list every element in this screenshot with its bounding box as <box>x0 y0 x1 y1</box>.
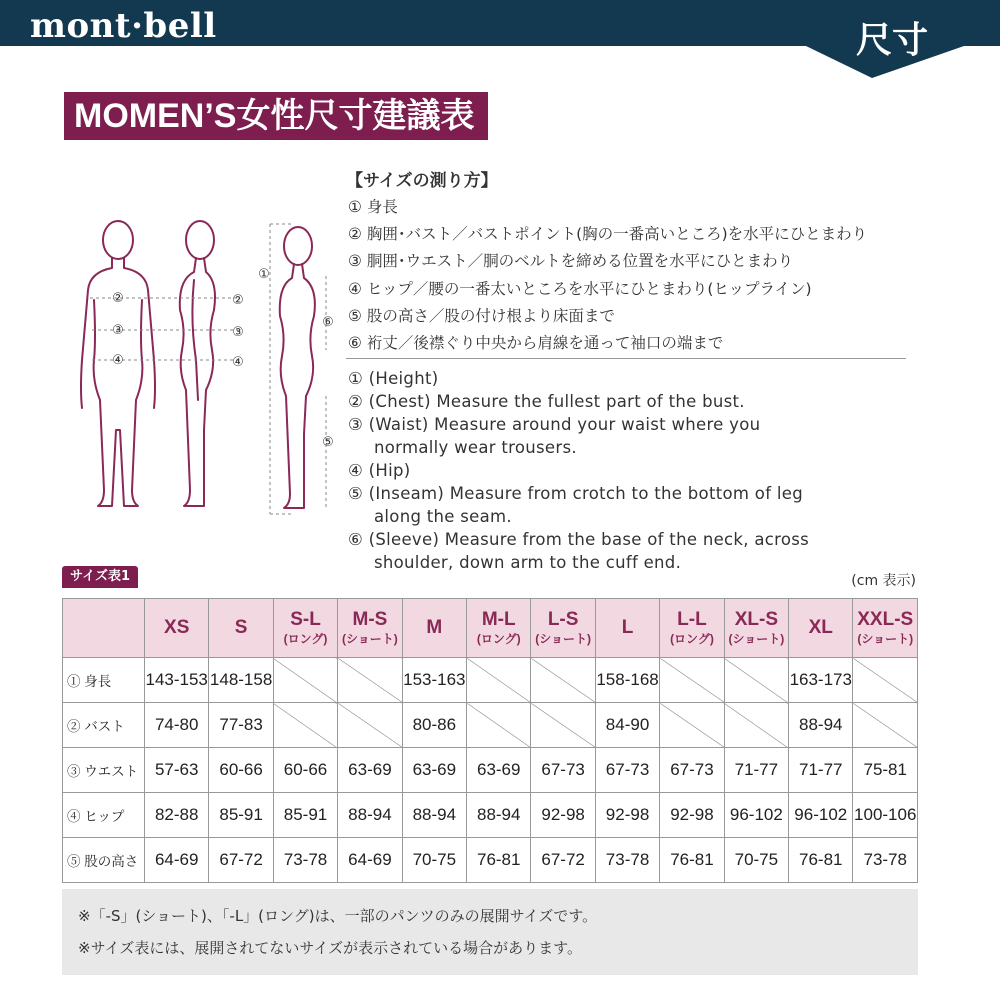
table-cell: 64-69 <box>145 838 209 883</box>
side-figure <box>180 221 215 506</box>
brand-logo: mont·bell <box>30 6 217 46</box>
measure-en-inseam <box>348 482 918 528</box>
note-short-long: ※「-S」(ショート)、「-L」(ロング)は、一部のパンツのみの展開サイズです。 <box>78 907 598 925</box>
table-cell: 84-90 <box>595 703 659 748</box>
measure-en-cont: normally wear trousers. <box>374 438 577 457</box>
table-cell: 82-88 <box>145 793 209 838</box>
empty-cell <box>660 703 724 748</box>
table-cell: 163-173 <box>789 658 853 703</box>
measure-en-waist <box>348 413 918 459</box>
size-column-header <box>789 599 853 658</box>
measure-en-height <box>348 367 918 390</box>
back-marker-sleeve: ⑥ <box>322 315 334 330</box>
size-label: L-L <box>677 609 707 630</box>
size-label: M-L <box>481 609 516 630</box>
page-label: 尺寸 <box>855 20 928 61</box>
table-cell: 75-81 <box>853 748 918 793</box>
page-title: MOMEN’S女性尺寸建議表 <box>64 92 488 140</box>
table-cell: 67-73 <box>531 748 595 793</box>
size-table-badge: サイズ表1 <box>62 566 138 588</box>
corner-cell <box>63 599 145 658</box>
table-cell: 73-78 <box>595 838 659 883</box>
table-cell: 148-158 <box>209 658 273 703</box>
body-measurement-illustration <box>60 190 350 530</box>
measure-en-sleeve <box>348 528 918 574</box>
measure-en-cont: shoulder, down arm to the cuff end. <box>374 553 682 572</box>
notes-box <box>62 889 918 975</box>
table-cell: 73-78 <box>273 838 337 883</box>
table-cell: 67-72 <box>531 838 595 883</box>
table-cell: 96-102 <box>724 793 788 838</box>
table-cell: 153-163 <box>402 658 466 703</box>
size-column-header <box>467 599 531 658</box>
measure-jp-hip: ④ ヒップ／腰の一番太いところを水平にひとまわり(ヒップライン) <box>348 279 812 298</box>
side-marker-bust: ② <box>232 293 244 308</box>
table-cell: 76-81 <box>660 838 724 883</box>
measure-jp-sleeve: ⑥ 裄丈／後襟ぐり中央から肩線を通って袖口の端まで <box>348 334 724 353</box>
empty-cell <box>724 658 788 703</box>
table-row <box>63 748 918 793</box>
measure-en-line: ② (Chest) Measure the fullest part of the bust. <box>348 392 745 411</box>
measure-en-line: ⑤ (Inseam) Measure from crotch to the bottom of leg <box>348 484 803 503</box>
table-cell: 88-94 <box>467 793 531 838</box>
header-band <box>0 0 1000 78</box>
note-availability: ※サイズ表には、展開されてないサイズが表示されている場合があります。 <box>78 939 582 957</box>
table-cell: 158-168 <box>595 658 659 703</box>
size-column-header <box>209 599 273 658</box>
size-label: S-L <box>290 609 321 630</box>
size-column-header <box>273 599 337 658</box>
empty-cell <box>273 703 337 748</box>
empty-cell <box>273 658 337 703</box>
size-column-header <box>145 599 209 658</box>
measure-jp-bust: ② 胸囲･バスト／バストポイント(胸の一番高いところ)を水平にひとまわり <box>348 225 868 244</box>
table-cell: 60-66 <box>209 748 273 793</box>
table-cell: 70-75 <box>402 838 466 883</box>
table-cell: 71-77 <box>724 748 788 793</box>
size-header-row <box>63 599 918 658</box>
size-label: L-S <box>547 609 579 630</box>
measurement-list-jp <box>348 194 918 357</box>
size-sublabel: (ショート) <box>342 632 398 646</box>
table-cell: 67-73 <box>660 748 724 793</box>
measurement-heading: 【サイズの測り方】 <box>346 171 498 191</box>
size-label: XL-S <box>734 609 778 630</box>
back-marker-inseam: ⑤ <box>322 435 334 450</box>
measure-jp-inseam: ⑤ 股の高さ／股の付け根より床面まで <box>348 306 615 325</box>
size-column-header <box>595 599 659 658</box>
table-cell: 92-98 <box>660 793 724 838</box>
size-column-header <box>724 599 788 658</box>
measure-en-line: ① (Height) <box>348 369 439 388</box>
size-sublabel: (ショート) <box>728 632 785 646</box>
measure-en-hip <box>348 459 918 482</box>
table-cell: 71-77 <box>789 748 853 793</box>
size-column-header <box>338 599 402 658</box>
table-row <box>63 703 918 748</box>
empty-cell <box>338 703 402 748</box>
size-label: XS <box>164 617 190 638</box>
size-table-body <box>63 658 918 883</box>
empty-cell <box>660 658 724 703</box>
empty-cell <box>338 658 402 703</box>
empty-cell <box>853 658 918 703</box>
table-cell: 63-69 <box>338 748 402 793</box>
back-marker-height: ① <box>258 267 270 282</box>
side-marker-waist: ③ <box>232 325 244 340</box>
empty-cell <box>531 658 595 703</box>
table-row <box>63 658 918 703</box>
row-label: ② バスト <box>63 703 145 748</box>
table-cell: 57-63 <box>145 748 209 793</box>
measurement-list-en <box>348 367 918 574</box>
measure-jp-waist: ③ 胴囲･ウエスト／胴のベルトを締める位置を水平にひとまわり <box>348 252 794 271</box>
table-cell: 76-81 <box>789 838 853 883</box>
measure-en-line: ⑥ (Sleeve) Measure from the base of the neck, across <box>348 530 810 549</box>
size-label: XXL-S <box>857 609 914 630</box>
empty-cell <box>853 703 918 748</box>
table-cell: 88-94 <box>338 793 402 838</box>
row-label: ① 身長 <box>63 658 145 703</box>
table-cell: 64-69 <box>338 838 402 883</box>
table-cell: 88-94 <box>402 793 466 838</box>
table-cell: 85-91 <box>273 793 337 838</box>
size-label: S <box>234 617 248 638</box>
row-label: ⑤ 股の高さ <box>63 838 145 883</box>
table-cell: 80-86 <box>402 703 466 748</box>
divider <box>346 358 906 359</box>
row-label: ④ ヒップ <box>63 793 145 838</box>
row-label: ③ ウエスト <box>63 748 145 793</box>
table-cell: 63-69 <box>402 748 466 793</box>
table-row <box>63 793 918 838</box>
table-cell: 100-106 <box>853 793 918 838</box>
measure-en-cont: along the seam. <box>374 507 512 526</box>
table-row <box>63 838 918 883</box>
size-table <box>62 598 918 883</box>
measure-en-line: ③ (Waist) Measure around your waist where you <box>348 415 761 434</box>
table-cell: 85-91 <box>209 793 273 838</box>
measure-en-chest <box>348 390 918 413</box>
side-marker-hip: ④ <box>232 355 244 370</box>
front-marker-hip: ④ <box>112 353 124 368</box>
front-marker-bust: ② <box>112 291 124 306</box>
table-cell: 70-75 <box>724 838 788 883</box>
table-cell: 88-94 <box>789 703 853 748</box>
table-cell: 67-73 <box>595 748 659 793</box>
size-column-header <box>853 599 918 658</box>
size-column-header <box>402 599 466 658</box>
table-cell: 96-102 <box>789 793 853 838</box>
measure-jp-height: ① 身長 <box>348 198 398 216</box>
back-figure <box>280 227 315 508</box>
table-cell: 60-66 <box>273 748 337 793</box>
table-cell: 63-69 <box>467 748 531 793</box>
size-label: M <box>426 617 443 638</box>
table-cell: 143-153 <box>145 658 209 703</box>
table-cell: 92-98 <box>595 793 659 838</box>
table-cell: 67-72 <box>209 838 273 883</box>
size-sublabel: (ショート) <box>857 632 914 646</box>
table-cell: 77-83 <box>209 703 273 748</box>
size-sublabel: (ロング) <box>283 632 328 646</box>
empty-cell <box>531 703 595 748</box>
empty-cell <box>467 658 531 703</box>
size-label: XL <box>808 617 833 638</box>
empty-cell <box>724 703 788 748</box>
size-sublabel: (ロング) <box>476 632 521 646</box>
body-figures <box>60 190 350 530</box>
size-sublabel: (ロング) <box>670 632 714 646</box>
size-label: L <box>621 617 634 638</box>
table-cell: 76-81 <box>467 838 531 883</box>
table-cell: 74-80 <box>145 703 209 748</box>
size-label: M-S <box>352 609 388 630</box>
table-cell: 92-98 <box>531 793 595 838</box>
size-column-header <box>660 599 724 658</box>
size-sublabel: (ショート) <box>535 632 592 646</box>
table-cell: 73-78 <box>853 838 918 883</box>
measure-en-line: ④ (Hip) <box>348 461 411 480</box>
empty-cell <box>467 703 531 748</box>
size-column-header <box>531 599 595 658</box>
unit-note: (cm 表示) <box>851 573 916 589</box>
front-marker-waist: ③ <box>112 323 124 338</box>
